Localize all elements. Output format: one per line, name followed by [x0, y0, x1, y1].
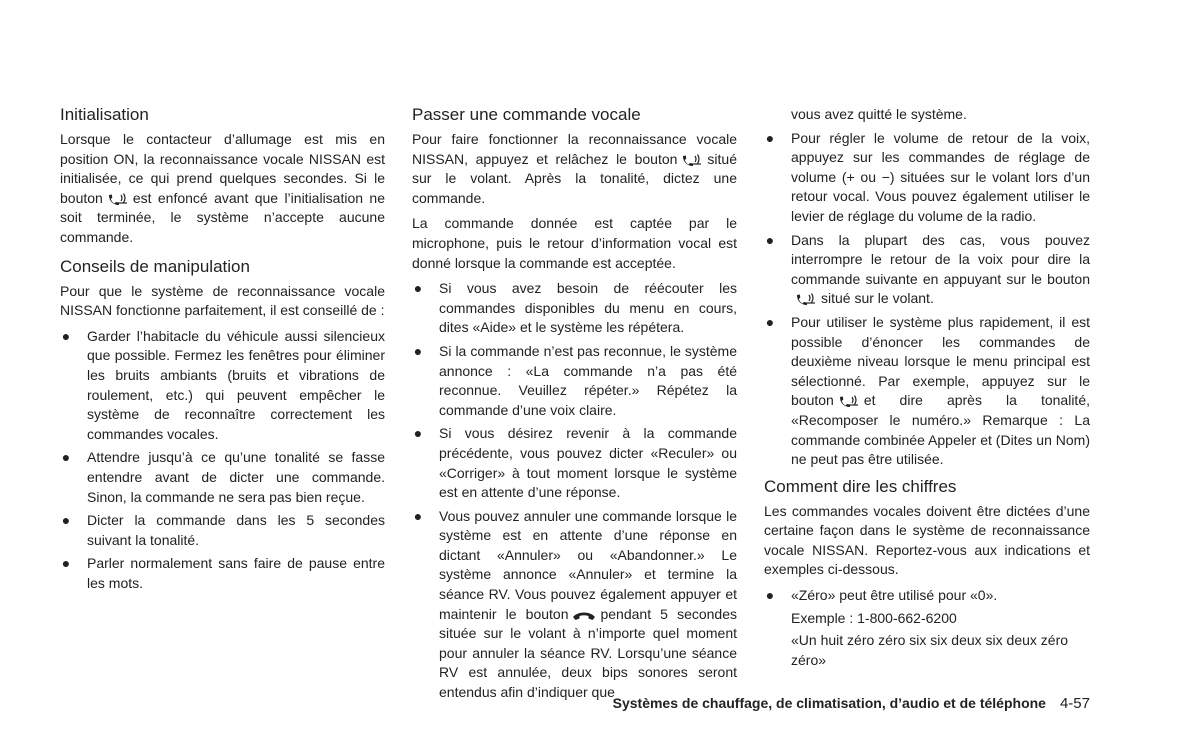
section-chiffres [764, 476, 1090, 671]
list-item: ● Si vous désirez revenir à la commande précédente, vous pouvez dicter «Reculer» ou «Corriger» à tout moment lorsque le système est en attente d’une réponse. [413, 425, 737, 501]
paragraph-conseils-intro: Pour que le système de reconnaissance vocale NISSAN fonctionne parfaitement, il est conseillé de : [60, 282, 385, 319]
bullet-dot: ● [413, 425, 423, 442]
section-initialisation [60, 104, 385, 248]
paragraph-commande-2: La commande donnée est captée par le microphone, puis le retour d’information vocal est donné lorsque la commande est acceptée. [412, 215, 737, 271]
bullet-continuation: vous avez quitté le système. [791, 106, 967, 122]
list-item: ● Dans la plupart des cas, vous pouvez interrompre le retour de la voix pour dire la commande suivante en appuyant sur le bouton situé sur le volant. [765, 231, 1090, 307]
bullet-dot: ● [413, 507, 423, 524]
commande-list [412, 279, 737, 702]
paragraph-chiffres-intro: Les commandes vocales doivent être dictées d’une certaine façon dans le système de reconnaissance vocale NISSAN. Reportez-vous aux indications et exemples ci-dessous. [764, 502, 1090, 578]
example-spoken: «Un huit zéro zéro six six deux six deux zéro zéro» [791, 632, 1069, 668]
phone-hangup-icon [572, 610, 596, 622]
list-item: ● Si la commande n’est pas reconnue, le système annonce : «La commande n’a pas été reconnue. Veuillez répéter.» Répétez la commande d’une voix claire. [413, 342, 737, 418]
bullet-dot: ● [765, 587, 775, 604]
tips-list [764, 129, 1090, 470]
list-item: ● Vous pouvez annuler une commande lorsque le système est en attente d’une réponse en dictant «Annuler» ou «Abandonner.» Le système annonce «Annuler» et termine la séance RV. Vous pouvez également appuyer et maintenir le bouton pendant 5 secondes située sur le volant à n’importe quel moment pour annuler la séance RV. Lorsqu’une séance RV est annulée, deux bips sonores seront entendus afin d’indiquer que [413, 507, 737, 701]
voice-talk-icon [107, 192, 129, 206]
list-item: ● Garder l’habitacle du véhicule aussi silencieux que possible. Fermez les fenêtres pour éliminer les bruits ambiants (bruits et vibrations de roulement, etc.) qui peuvent empêcher le système de reconnaître correctement les commandes vocales. [61, 327, 385, 442]
bullet-dot: ● [61, 512, 71, 529]
paragraph-commande-1: Pour faire fonctionner la reconnaissance vocale NISSAN, appuyez et relâchez le bouton situé sur le volant. Après la tonalité, dictez une commande. [412, 131, 737, 206]
bullet-dot: ● [61, 555, 71, 572]
page-footer [500, 694, 1090, 713]
list-item: ● Dicter la commande dans les 5 secondes suivant la tonalité. [61, 512, 385, 548]
heading-passer-commande: Passer une commande vocale [412, 105, 641, 124]
list-item: ● «Zéro» peut être utilisé pour «0». Exemple : 1-800-662-6200 «Un huit zéro zéro six six deux six deux zéro zéro» [764, 586, 1090, 670]
voice-talk-icon [838, 394, 860, 408]
section-conseils [60, 256, 385, 594]
page-number: 4-57 [1059, 695, 1090, 712]
footer-section-title: Systèmes de chauffage, de climatisation, d’audio et de téléphone [612, 695, 1046, 711]
example-number: Exemple : 1-800-662-6200 [791, 609, 957, 626]
column-left [60, 104, 385, 601]
bullet-dot: ● [765, 129, 775, 146]
list-item: ● Pour utiliser le système plus rapidement, il est possible d’énoncer les commandes de deuxième niveau lorsque le menu principal est sélectionné. Par exemple, appuyez sur le bouton et dire après la tonalité, «Recomposer le numéro.» Remarque : La commande combinée Appeler et (Dites un Nom) ne peut pas être utilisée. [765, 313, 1090, 468]
column-right [764, 105, 1090, 678]
list-item: ● Attendre jusqu’à ce qu’une tonalité se fasse entendre avant de dicter une commande. Sinon, la commande ne sera pas bien reçue. [61, 449, 385, 505]
conseils-list [60, 327, 385, 594]
list-item: ● Pour régler le volume de retour de la voix, appuyez sur les commandes de réglage de volume (+ ou −) situées sur le volant lors d’un retour vocal. Vous pouvez également utiliser le levier de réglage du volume de la radio. [765, 129, 1090, 224]
column-middle [412, 104, 737, 709]
paragraph-initialisation: Lorsque le contacteur d’allumage est mis en position ON, la reconnaissance vocale NISSAN est initialisée, ce qui prend quelques secondes. Si le bouton est enfoncé avant que l’initialisation ne soit terminée, le système n’accepte aucune commande. [60, 131, 385, 245]
list-item: ● Si vous avez besoin de réécouter les commandes disponibles du menu en cours, dites «Aide» et le système les répétera. [413, 280, 737, 336]
voice-talk-icon [795, 292, 817, 306]
heading-conseils: Conseils de manipulation [60, 256, 250, 276]
chiffres-list [764, 586, 1090, 670]
bullet-dot: ● [413, 342, 423, 359]
heading-initialisation: Initialisation [60, 105, 149, 124]
list-item: ● Parler normalement sans faire de pause entre les mots. [61, 555, 385, 591]
bullet-dot: ● [61, 327, 71, 344]
bullet-dot: ● [765, 231, 775, 248]
bullet-dot: ● [765, 313, 775, 330]
voice-talk-icon [681, 153, 703, 167]
heading-chiffres: Comment dire les chiffres [764, 476, 957, 496]
bullet-dot: ● [413, 280, 423, 297]
bullet-dot: ● [61, 449, 71, 466]
